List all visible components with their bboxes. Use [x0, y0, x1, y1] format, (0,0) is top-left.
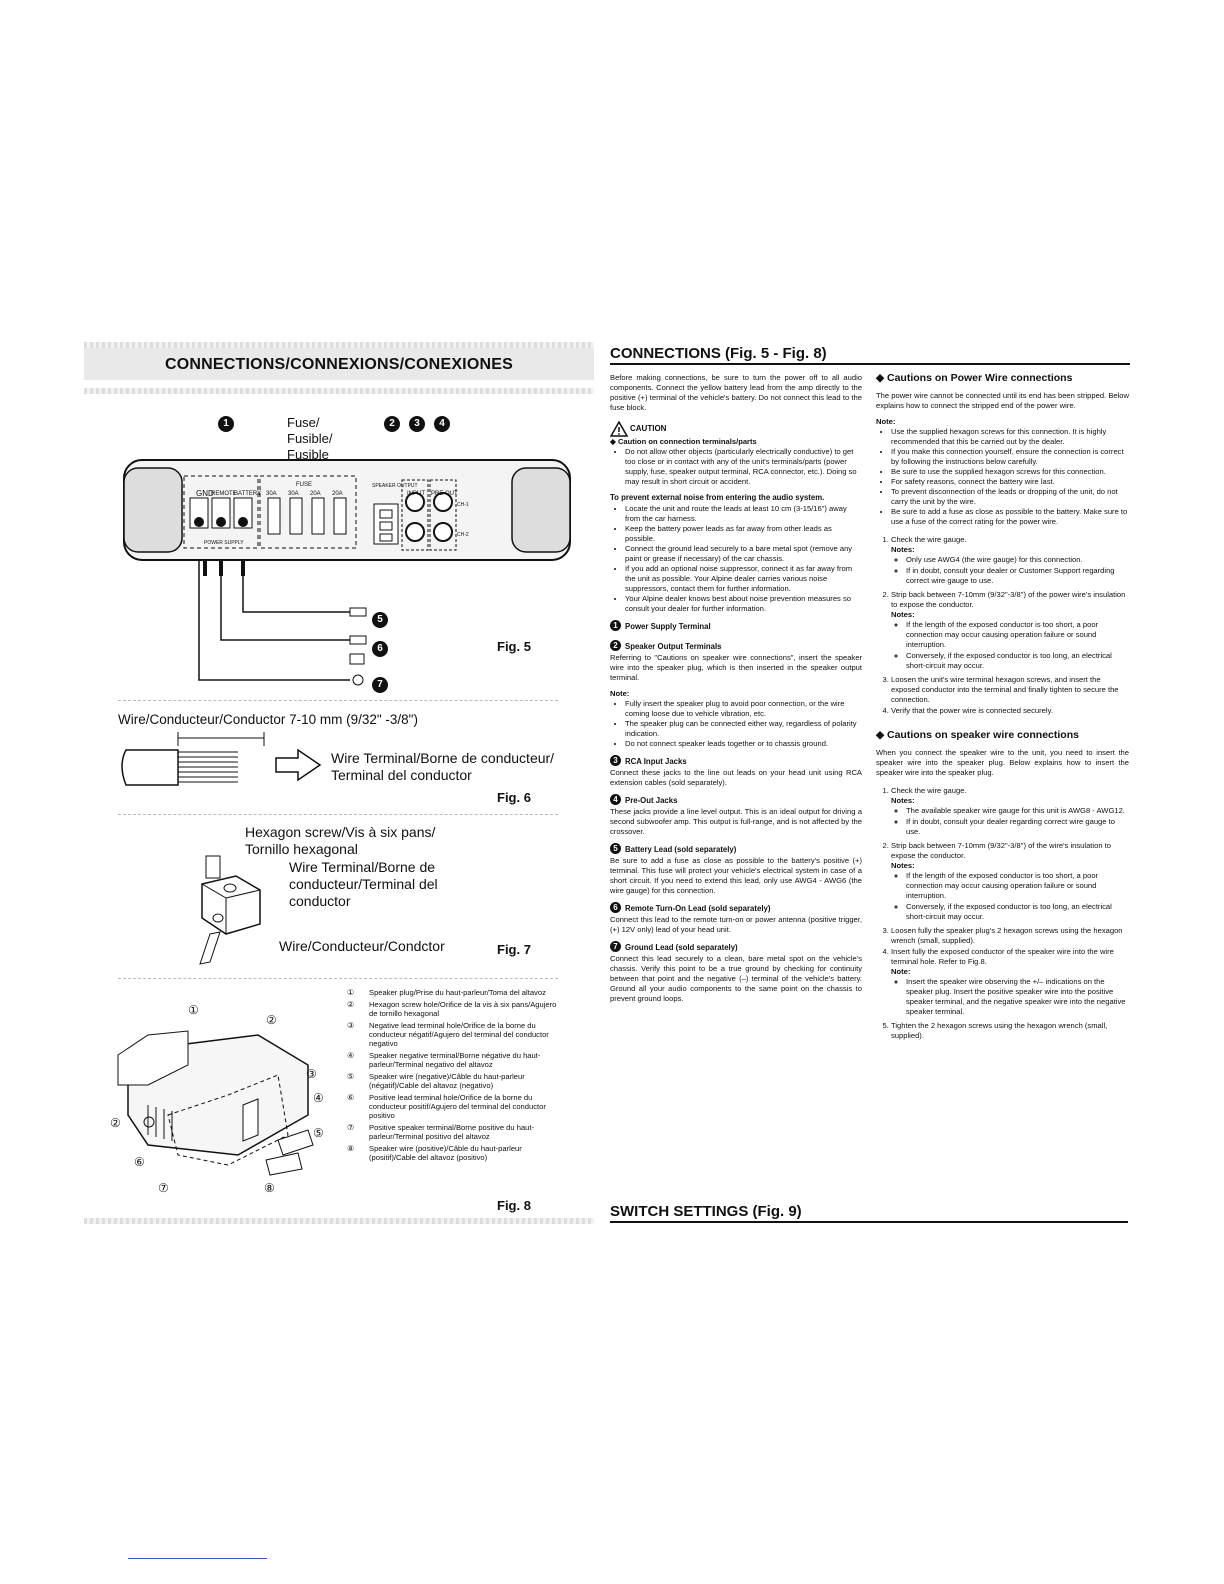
speaker-output-label: SPEAKER OUTPUT: [372, 483, 418, 489]
switch-settings-title: SWITCH SETTINGS (Fig. 9): [610, 1203, 802, 1220]
fuse-rating-4: 20A: [332, 491, 343, 497]
rca-input-2: [406, 523, 424, 541]
speaker-wire-heading: ◆ Cautions on speaker wire connections: [876, 729, 1079, 741]
footer-link-rule: [128, 1558, 267, 1559]
wire-insulation: [122, 750, 178, 785]
section-7-title: 7 Ground Lead (sold separately): [610, 941, 862, 953]
battery-screw: [238, 517, 248, 527]
legend-row: ⑦ Positive speaker terminal/Borne positive du haut-parleur/Terminal positivo del altavoz: [347, 1123, 535, 1141]
power-supply-label: POWER SUPPLY: [204, 540, 244, 546]
fig6-wire-label: Wire/Conducteur/Conductor 7-10 mm (9/32" -3/8"): [118, 712, 418, 727]
fig8-callout-6: ⑥: [134, 1155, 145, 1169]
header-band-lower: [84, 388, 594, 394]
arrow-right-icon: [276, 750, 320, 780]
wire-end: [200, 932, 220, 964]
badge-7: 7: [372, 674, 388, 693]
input-label: INPUT: [407, 491, 425, 497]
switch-title-rule: [610, 1221, 1128, 1223]
badge-1: 1: [218, 413, 234, 432]
footer-band: [84, 1218, 594, 1224]
fig7-screw-label: Hexagon screw/Vis à six pans/ Tornillo hexagonal: [245, 824, 436, 857]
legend-row: ③ Negative lead terminal hole/Orifice de la borne du conducteur négatif/Agujero del terminal del conductor negativo: [347, 1021, 549, 1048]
fuse-panel-label: FUSE: [296, 482, 313, 488]
legend-row: ⑤ Speaker wire (negative)/Câble du haut-parleur (négatif)/Cable del altavoz (negativo): [347, 1072, 525, 1090]
noise-list: • Locate the unit and route the leads at least 10 cm (3-15/16") away from the car harness. • Keep the battery power leads as far away from other leads as possible. • Connect the ground lead securely to a bare metal spot (remove any paint or grease if necessary) of the car chassis. • If you add an optional noise suppressor, connect it as far away from the unit as possible. Your Alpine dealer carries various noise suppressors, contact them for further information. • Your Alpine dealer knows best about noise prevention measures so consult your dealer for further information.: [610, 504, 862, 614]
power-wire-heading: ◆ Cautions on Power Wire connections: [876, 372, 1073, 384]
fuse-3: [312, 498, 324, 534]
fig6-label: Fig. 6: [497, 790, 531, 805]
fig5-label: Fig. 5: [497, 639, 531, 654]
badge-6: 6: [372, 638, 388, 657]
ground-lead-ring: [353, 675, 363, 685]
section-6-title: 6 Remote Turn-On Lead (sold separately): [610, 902, 862, 914]
wire-terminal-block: [202, 876, 260, 934]
fuse-4: [334, 498, 346, 534]
remote-lead-connector: [350, 636, 366, 644]
section-2-title: 2 Speaker Output Terminals: [610, 640, 862, 652]
hexagon-screw: [206, 856, 220, 878]
fig8-callout-8: ⑧: [264, 1181, 275, 1195]
section-5-title: 5 Battery Lead (sold separately): [610, 843, 862, 855]
badge-5: 5: [372, 609, 388, 628]
fig8-diagram: [108, 995, 338, 1205]
fig8-legend: [347, 988, 562, 1165]
section-3-title: 3 RCA Input Jacks: [610, 755, 862, 767]
pre-out-label: PRE OUT: [431, 491, 458, 497]
fuse-rating-3: 20A: [310, 491, 321, 497]
legend-row: ⑧ Speaker wire (positive)/Câble du haut-parleur (positif)/Cable del altavoz (positivo): [347, 1144, 522, 1162]
gnd-screw: [194, 517, 204, 527]
battery-lead-wire: [243, 560, 350, 612]
gnd-label: GND: [196, 489, 214, 498]
warning-icon: [610, 421, 628, 437]
fig8-callout-3: ③: [306, 1067, 317, 1081]
caution-subtitle: ◆ Caution on connection terminals/parts: [610, 437, 757, 446]
fuse-rating-1: 30A: [266, 491, 277, 497]
ch1-label: CH-1: [457, 502, 469, 508]
title-rule: [610, 363, 1130, 365]
section-4-title: 4 Pre-Out Jacks: [610, 794, 862, 806]
right-column-2: ◆ Cautions on Power Wire connections The power wire cannot be connected until its end has been stripped. Below explains how to connect the stripped end of the power wire. Note: • Use the supplied hexagon screws for this connection. It is highly recommended that this be carried out by the dealer. • If you make this connection yourself, ensure the connection is correct by following the instructions below carefully. • Be sure to use the supplied hexagon screws for this connection. • For safety reasons, connect the battery wire last. • To prevent disconnection of the leads or dropping of the unit, do not carry the unit by the wire. • Be sure to add a fuse as close as possible to the battery. Make sure to use a fuse of the correct rating for the power wire. 1. Check the wire gauge. Notes: ◦ Only use AWG4 (the wire gauge) for this connection. ◦ If in doubt, consult your dealer or Customer Support regarding correct wire gauge to use. 2. Strip back between 7-10mm (9/32"-3/8") of the power wire's insulation to expose the conductor. Notes: ◦ If the length of the exposed conductor is too short, a poor connection may occur causing operation failure or sound interruption. ◦ Conversely, if the exposed conductor is too long, an electrical short-circuit may occur. 3. Loosen the unit's wire terminal hexagon screws, and insert the exposed conductor into the terminal and finally tighten to secure the connection. 4. Verify that the power wire is connected securely. ◆ Cautions on speaker wire connections When you connect the speaker wire to the unit, you need to insert the speaker wire into the speaker plug. Below explains how to insert the speaker wire into the speaker plug. 1. Check the wire gauge. Notes: ◦ The available speaker wire gauge for this unit is AWG8 - AWG12. ◦ If in doubt, consult your dealer regarding correct wire gauge to use. 2. Strip back between 7-10mm (9/32"-3/8") of the wire's insulation to expose the conductor. Notes: ◦ If the length of the exposed conductor is too short, a poor connection may occur causing operation failure or sound interruption. ◦ Conversely, if the exposed conductor is too long, an electrical short-circuit may occur. 3. Loosen fully the speaker plug's 2 hexagon screws using the hexagon wrench (small, supplied). 4. Insert fully the exposed conductor of the speaker wire into the wire terminal hole. Refer to Fig.8. Note: ◦ Insert the speaker wire observing the +/– indications on the speaker plug. Insert the positive speaker wire into the positive speaker terminal, and the negative speaker wire into the negative speaker terminal. 5. Tighten the 2 hexagon screws using the hexagon wrench (small, supplied).: [876, 373, 1129, 1045]
badge-4: 4: [434, 413, 450, 432]
battery-label: BATTERY: [234, 491, 262, 497]
speaker-wire-negative: [278, 1130, 313, 1155]
amp-heatsink-right: [512, 468, 570, 552]
badge-3: 3: [409, 413, 425, 432]
noise-title: To prevent external noise from entering the audio system.: [610, 493, 825, 502]
legend-row: ② Hexagon screw hole/Orifice de la vis à six pans/Agujero de tornillo hexagonal: [347, 1000, 557, 1018]
fig7-label: Fig. 7: [497, 942, 531, 957]
fig8-callout-5: ⑤: [313, 1126, 324, 1140]
speaker-wire-positive: [266, 1153, 302, 1175]
legend-row: ① Speaker plug/Prise du haut-parleur/Toma del altavoz: [347, 988, 546, 997]
fig7-wire-label: Wire/Conducteur/Condctor: [279, 938, 445, 954]
amp-heatsink-left: [124, 468, 182, 552]
speaker-steps: 1. Check the wire gauge. Notes: ◦ The available speaker wire gauge for this unit is AWG8 - AWG12. ◦ If in doubt, consult your dealer regarding correct wire gauge to use. 2. Strip back between 7-10mm (9/32"-3/8") of the wire's insulation to expose the conductor. Notes: ◦ If the length of the exposed conductor is too short, a poor connection may occur causing operation failure or sound interruption. ◦ Conversely, if the exposed conductor is too long, an electrical short-circuit may occur. 3. Loosen fully the speaker plug's 2 hexagon screws using the hexagon wrench (small, supplied). 4. Insert fully the exposed conductor of the speaker wire into the wire terminal hole. Refer to Fig.8. Note: ◦ Insert the speaker wire observing the +/– indications on the speaker plug. Insert the positive speaker wire into the positive speaker terminal, and the negative speaker wire into the negative speaker terminal. 5. Tighten the 2 hexagon screws using the hexagon wrench (small, supplied).: [876, 786, 1129, 1041]
fuse-2: [290, 498, 302, 534]
legend-row: ⑥ Positive lead terminal hole/Orifice de la borne du conducteur positif/Agujero del terminal del conductor positivo: [347, 1093, 546, 1120]
caution-heading: CAUTION: [610, 421, 862, 437]
power-notes: • Use the supplied hexagon screws for this connection. It is highly recommended that this be carried out by the dealer. • If you make this connection yourself, ensure the connection is correct by following the instructions below carefully. • Be sure to use the supplied hexagon screws for this connection. • For safety reasons, connect the battery wire last. • To prevent disconnection of the leads or dropping of the unit, do not carry the unit by the wire. • Be sure to add a fuse as close as possible to the battery. Make sure to use a fuse of the correct rating for the power wire.: [876, 427, 1129, 527]
fig-separator-3: [118, 978, 558, 982]
section-1-title: 1 Power Supply Terminal: [610, 620, 862, 632]
remote-label: REMOTE: [211, 491, 237, 497]
intro-text: Before making connections, be sure to turn the power off to all audio components. Connect the yellow battery lead from the amp directly to the positive (+) terminal of the vehicle's battery. Do not connect this lead to the fuse block.: [610, 373, 862, 412]
fig5-diagram: [118, 410, 578, 700]
fig6-terminal-label: Wire Terminal/Borne de conducteur/ Terminal del conductor: [331, 750, 555, 783]
fig8-callout-2: ②: [266, 1013, 277, 1027]
ch2-label: CH-2: [457, 532, 469, 538]
fuse-1: [268, 498, 280, 534]
battery-lead-connector: [350, 608, 366, 616]
badge-2: 2: [384, 413, 400, 432]
pre-out-2: [434, 523, 452, 541]
remote-lead-wire: [221, 560, 350, 640]
fuse-label: Fuse/ Fusible/ Fusible: [287, 415, 333, 462]
fig8-label: Fig. 8: [497, 1198, 531, 1213]
power-steps: 1. Check the wire gauge. Notes: ◦ Only use AWG4 (the wire gauge) for this connection. ◦ If in doubt, consult your dealer or Customer Support regarding correct wire gauge to use. 2. Strip back between 7-10mm (9/32"-3/8") of the power wire's insulation to expose the conductor. Notes: ◦ If the length of the exposed conductor is too short, a poor connection may occur causing operation failure or sound interruption. ◦ Conversely, if the exposed conductor is too long, an electrical short-circuit may occur. 3. Loosen the unit's wire terminal hexagon screws, and insert the exposed conductor into the terminal and finally tighten to secure the connection. 4. Verify that the power wire is connected securely.: [876, 535, 1129, 716]
fig8-callout-7: ⑦: [158, 1181, 169, 1195]
fig8-callout-1: ①: [188, 1003, 199, 1017]
remote-screw: [216, 517, 226, 527]
right-column-1: Before making connections, be sure to turn the power off to all audio components. Connect the yellow battery lead from the amp directly to the positive (+) terminal of the vehicle's battery. Do not connect this lead to the fuse block. CAUTION ◆ Caution on connection terminals/parts • Do not allow other objects (particularly electrically conductive) to get too close or in contact with any of the unit's terminals/parts (power supply, fuse, speaker output terminal, RCA connector, etc.). Doing so may result in short circuit or accident. To prevent external noise from entering the audio system. • Locate the unit and route the leads at least 10 cm (3-15/16") away from the car harness. • Keep the battery power leads as far away from other leads as possible. • Connect the ground lead securely to a bare metal spot (remove any paint or grease if necessary) of the car chassis. • If you add an optional noise suppressor, connect it as far away from the unit as possible. Your Alpine dealer carries various noise suppressors, contact them for further information. • Your Alpine dealer knows best about noise prevention measures so consult your dealer for further information. 1 Power Supply Terminal 2 Speaker Output Terminals Referring to "Cautions on speaker wire connections", insert the speaker wire into the speaker plug, which is then inserted in the speaker output terminal. Note: • Fully insert the speaker plug to avoid poor connection, or the wire coming loose due to vehicle vibration, etc. • The speaker plug can be connected either way, regardless of polarity indication. • Do not connect speaker leads together or to chassis ground. 3 RCA Input Jacks Connect these jacks to the line out leads on your head unit using RCA extension cables (sold separately). 4 Pre-Out Jacks These jacks provide a line level output. This is an ideal output for driving a second subwoofer amp. This output is full-range, and is not affected by the crossover. 5 Battery Lead (sold separately) Be sure to add a fuse as close as possible to the battery's positive (+) terminal. This fuse will protect your vehicle's electrical system in case of a short circuit. If you need to extend this lead, only use AWG4 - AWG6 (the wire gauge) for this connection. 6 Remote Turn-On Lead (sold separately) Connect this lead to the remote turn-on or power antenna (positive trigger, (+) 12V only) lead of your head unit. 7 Ground Lead (sold separately) Connect this lead securely to a clean, bare metal spot on the vehicle's chassis. Verify this point to be a true ground by checking for continuity between that point and the negative (–) terminal of the vehicle's battery. Ground all your audio components to the same point on the chassis to prevent ground loops.: [610, 373, 862, 1008]
left-page-title: CONNECTIONS/CONNEXIONS/CONEXIONES: [84, 348, 594, 380]
right-page-title: CONNECTIONS (Fig. 5 - Fig. 8): [610, 345, 827, 362]
fig7-terminal-label: Wire Terminal/Borne de conducteur/Terminal del conductor: [289, 859, 438, 909]
fig-separator-1: [118, 700, 558, 704]
fig-separator-2: [118, 814, 558, 818]
fig8-callout-4: ④: [313, 1091, 324, 1105]
fuse-rating-2: 30A: [288, 491, 299, 497]
fig8-callout-2b: ②: [110, 1116, 121, 1130]
legend-row: ④ Speaker negative terminal/Borne négative du haut-parleur/Terminal negativo del altavoz: [347, 1051, 541, 1069]
